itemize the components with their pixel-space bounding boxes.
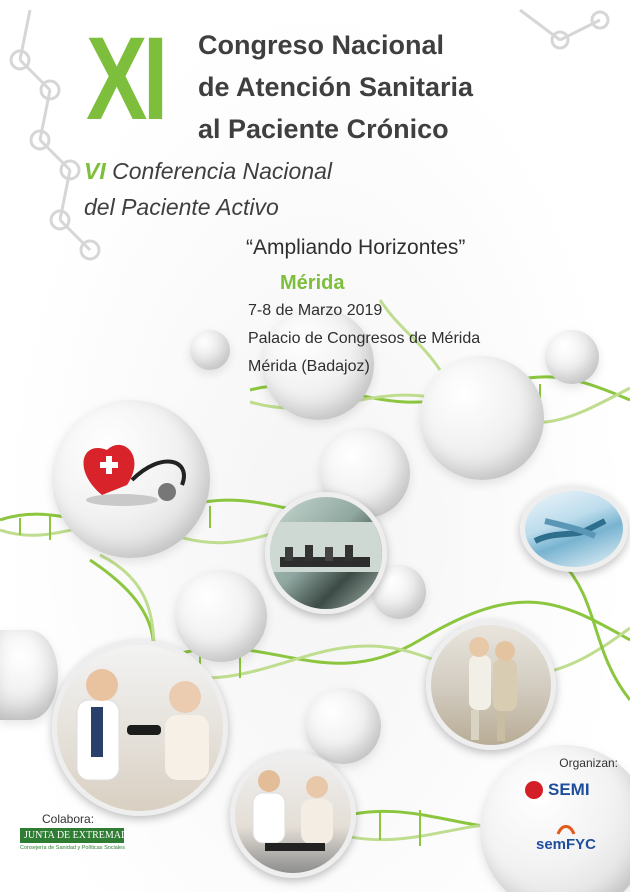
conference-title: Conferencia Nacional	[112, 158, 333, 184]
junta-subtitle: Consejería de Sanidad y Políticas Sociales	[20, 845, 125, 851]
bubble	[420, 356, 544, 480]
heart-bubble	[52, 400, 210, 558]
title-line-1: Congreso Nacional	[198, 30, 445, 60]
collaborates-label: Colabora:	[42, 812, 95, 826]
conference-line-2: del Paciente Activo	[84, 194, 279, 220]
doctor-patient-photo	[52, 640, 228, 816]
event-location: Mérida (Badajoz)	[248, 358, 370, 375]
event-motto: “Ampliando Horizontes”	[246, 236, 466, 259]
edition-number: XI	[86, 13, 164, 145]
bubble	[0, 630, 58, 720]
semi-name: SEMI	[548, 780, 590, 799]
junta-logo	[20, 828, 150, 851]
organize-label: Organizan:	[559, 756, 618, 770]
semi-logo	[524, 778, 610, 802]
conference-prefix: VI	[84, 158, 106, 184]
handshake-photo	[520, 486, 628, 572]
elderly-couple-photo	[426, 620, 556, 750]
semfyc-name: semFYC	[535, 836, 597, 853]
waiting-room-photo	[265, 492, 387, 614]
junta-name: JUNTA DE EXTREMADURA	[20, 828, 124, 843]
title-line-3: al Paciente Crónico	[198, 114, 449, 144]
bubble	[305, 688, 381, 764]
conference-line-1	[84, 160, 332, 183]
semfyc-logo	[526, 822, 606, 862]
event-date: 7-8 de Marzo 2019	[248, 302, 383, 319]
bubble	[175, 570, 267, 662]
nurse-patient-photo	[230, 752, 356, 878]
bubble	[190, 330, 230, 370]
event-city: Mérida	[280, 272, 345, 294]
event-venue: Palacio de Congresos de Mérida	[248, 330, 481, 347]
bubble	[545, 330, 599, 384]
title-line-2: de Atención Sanitaria	[198, 72, 474, 102]
heart-stethoscope-icon	[83, 445, 183, 506]
